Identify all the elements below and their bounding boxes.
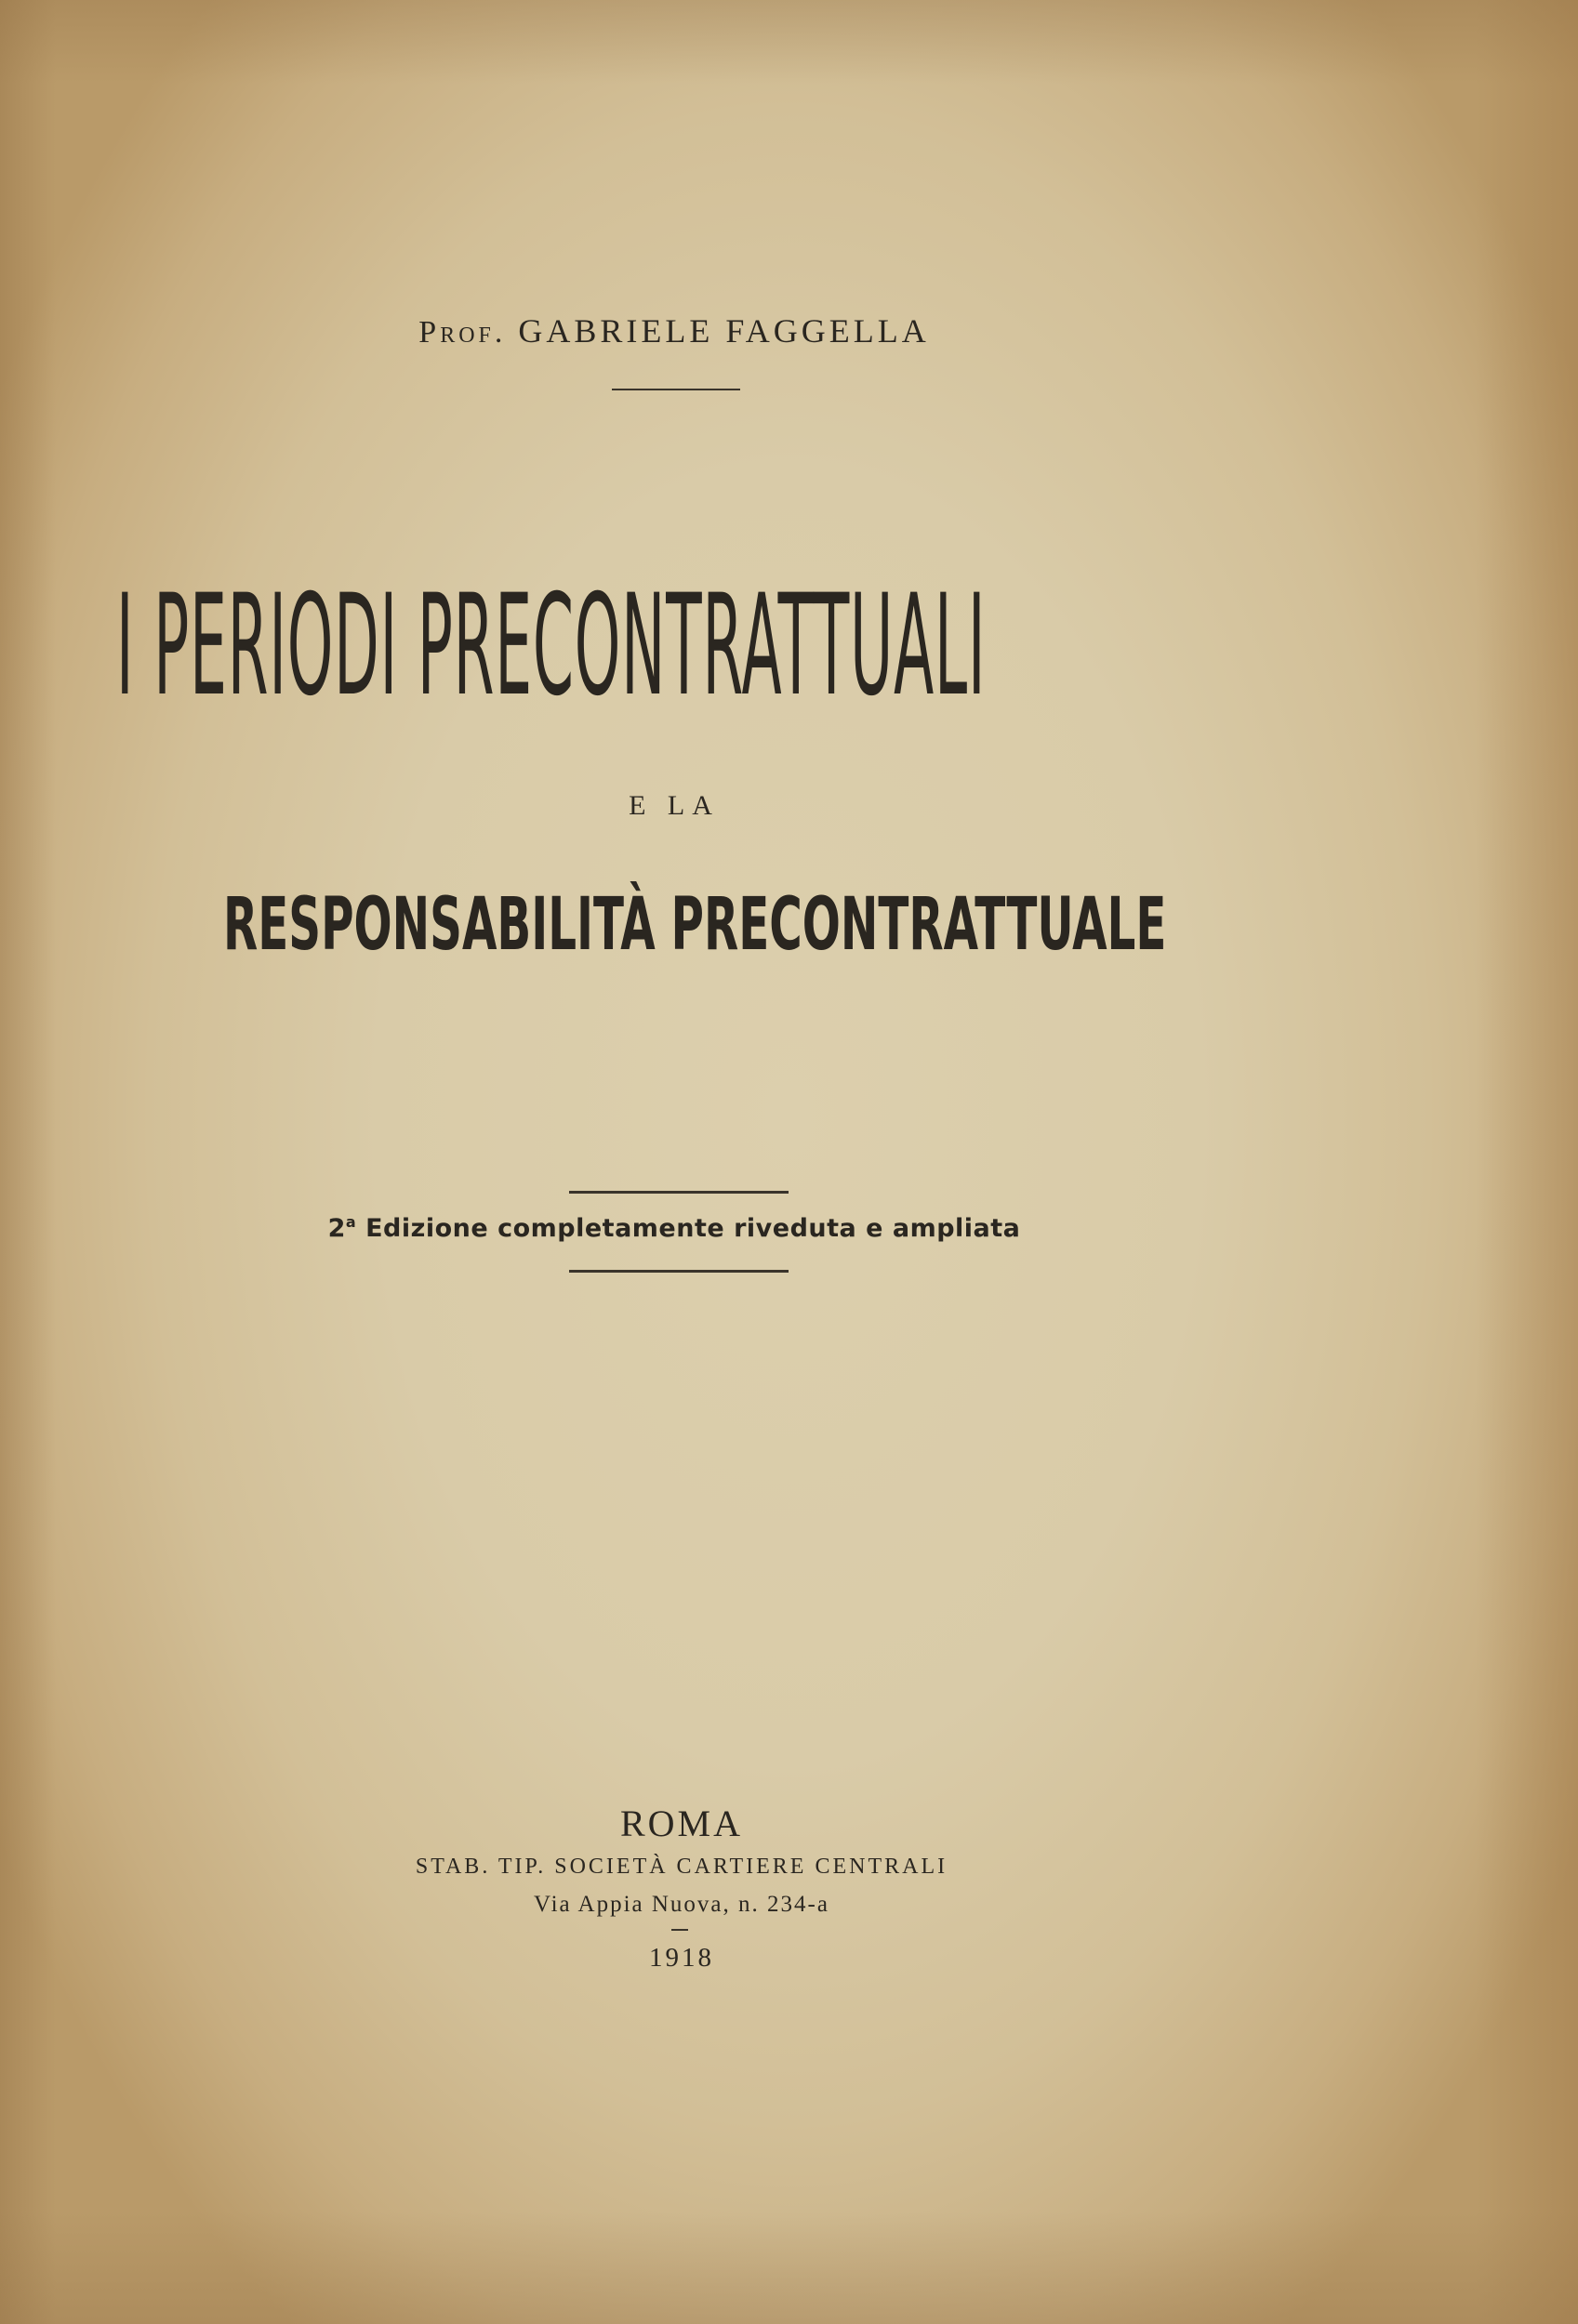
- page-edge-shadow-top: [0, 0, 1578, 84]
- edition-ordinal: a: [345, 1213, 357, 1231]
- edition-text: Edizione completamente riveduta e ampliata: [365, 1214, 1021, 1243]
- edition-number: 2: [327, 1214, 346, 1243]
- page-edge-shadow-right: [1476, 0, 1578, 2324]
- edition-rule-top: [569, 1191, 789, 1194]
- imprint-year: 1918: [649, 1943, 714, 1973]
- author-name: GABRIELE FAGGELLA: [518, 312, 930, 350]
- imprint-address: Via Appia Nuova, n. 234-a: [534, 1892, 829, 1917]
- author-prefix: Prof.: [418, 315, 507, 350]
- title-conjunction: E LA: [629, 790, 720, 821]
- subtitle: RESPONSABILITÀ PRECONTRATTUALE: [223, 883, 1167, 967]
- imprint-city: ROMA: [619, 1802, 744, 1844]
- page-edge-shadow-bottom: [0, 2212, 1578, 2324]
- year-dash: [671, 1929, 688, 1931]
- main-title: I PERIODI PRECONTRATTUALI: [116, 565, 987, 727]
- edition-line: [0, 1213, 1348, 1243]
- edition-rule-bottom: [569, 1270, 789, 1273]
- author-divider-rule: [612, 389, 740, 390]
- imprint-printer: STAB. TIP. SOCIETÀ CARTIERE CENTRALI: [415, 1855, 948, 1879]
- author-line: [0, 311, 1348, 350]
